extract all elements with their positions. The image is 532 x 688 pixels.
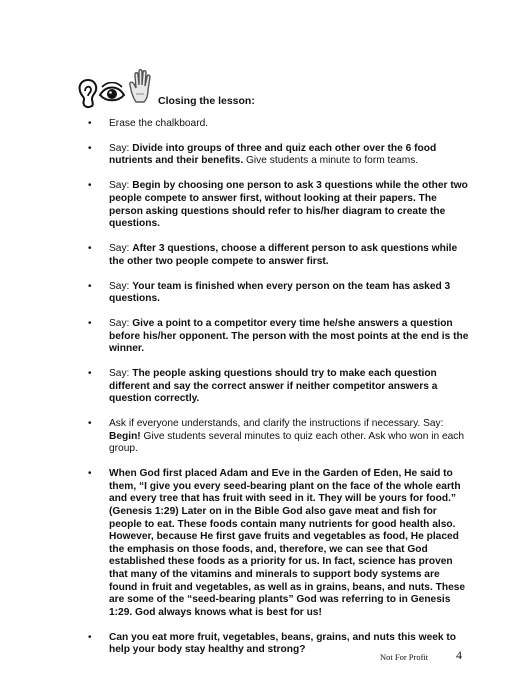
bullet-icon: •: [88, 280, 92, 292]
bold-text: Divide into groups of three and quiz each other over the 6 food nutrients and their benefits.: [109, 142, 437, 167]
body-text: Say:: [109, 318, 133, 330]
lesson-header: [76, 68, 316, 112]
body-text: Say:: [109, 243, 133, 255]
bold-text: After 3 questions, choose a different person to ask questions while the other two people compete to answer first.: [109, 243, 458, 267]
bullet-icon: •: [88, 243, 92, 255]
bullet-icon: •: [88, 418, 92, 430]
bold-text: When God first placed Adam and Eve in the Garden of Eden, He said to them, “I give you every seed-bearing plant on the face of the whole earth and every tree that has fruit with seed in it. They will be yours for food.” (Genesis 1:29) Later on in the Bible God also gave meat and fish for people to eat. These foods contain many nutrients for good health also. However, because He first gave fruits and vegetables as food, He placed the emphasis on those foods, and, therefore, we can see that God established these foods as a priority for us. In fact, science has proven that many of the vitamins and minerals to support body systems are found in fruit and vegetables, as well as in grains, beans, and nuts. These are some of the “seed-bearing plants” God was referring to in Genesis 1:29. God always knows what is best for us!: [109, 468, 466, 618]
bold-text: The people asking questions should try to make each question different and say the correct answer if neither competitor answers a question correctly.: [109, 368, 438, 405]
body-text: Say:: [109, 368, 133, 380]
section-heading: Closing the lesson:: [158, 95, 255, 107]
list-item: [88, 281, 470, 306]
list-item: [88, 368, 470, 406]
body-text: Say:: [109, 180, 133, 192]
page-number: 4: [456, 648, 462, 662]
eye-icon: [98, 82, 126, 104]
body-text: Give students a minute to form teams.: [243, 155, 419, 167]
bold-text: Your team is finished when every person on the team has asked 3 questions.: [109, 280, 451, 305]
bullet-icon: •: [88, 180, 92, 192]
bold-text: Give a point to a competitor every time he/she answers a question before his/her opponent. The person with the most points at the end is the winner.: [109, 318, 469, 355]
body-text: Say:: [109, 280, 133, 292]
list-item: [88, 118, 470, 131]
list-item: [88, 243, 470, 268]
list-item: [88, 318, 470, 356]
body-text: Erase the chalkboard.: [109, 118, 209, 129]
list-item: [88, 180, 470, 230]
bold-text: Begin!: [109, 430, 141, 442]
bold-text: Can you eat more fruit, vegetables, beans, grains, and nuts this week to help your body stay healthy and strong?: [109, 631, 457, 656]
bullet-icon: •: [88, 118, 92, 129]
footer-note: Not For Profit: [380, 652, 429, 662]
hand-icon: [128, 68, 154, 104]
list-item: [88, 143, 470, 168]
sense-icons: [76, 68, 156, 112]
bullet-icon: •: [88, 631, 92, 643]
bullet-icon: •: [88, 468, 92, 480]
list-item: [88, 468, 470, 619]
ear-icon: [76, 78, 98, 110]
bold-text: Begin by choosing one person to ask 3 questions while the other two people compete to answer first, without looking at their papers. The person asking questions should refer to his/her diagram to create the questions.: [109, 180, 468, 230]
list-item: [88, 418, 470, 456]
body-text: Say:: [109, 142, 133, 154]
body-text: Ask if everyone understands, and clarify the instructions if necessary. Say:: [109, 418, 444, 430]
bullet-icon: •: [88, 142, 92, 154]
lesson-steps-list: [88, 118, 470, 669]
bullet-icon: •: [88, 368, 92, 380]
bullet-icon: •: [88, 318, 92, 330]
body-text: Give students several minutes to quiz each other. Ask who won in each group.: [109, 430, 465, 455]
